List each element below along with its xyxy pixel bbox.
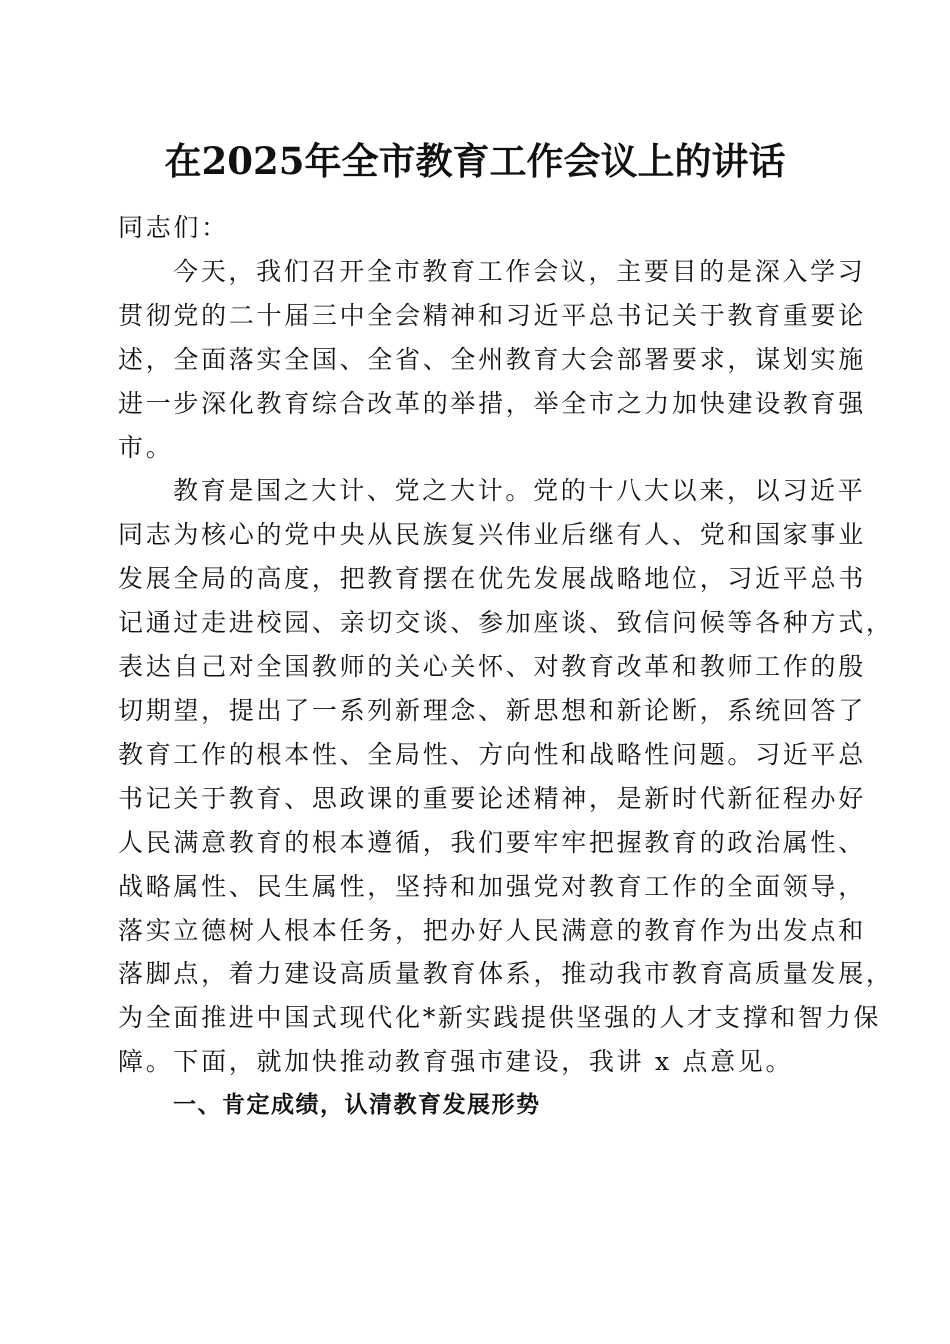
paragraph-line: 市。 <box>118 432 174 462</box>
paragraph-line: 发展全局的高度，把教育摆在优先发展战略地位，习近平总书 <box>118 564 866 594</box>
paragraph-line: 人民满意教育的根本遵循，我们要牢牢把握教育的政治属性、 <box>118 827 866 857</box>
document-title: 在2025年全市教育工作会议上的讲话 <box>164 139 786 183</box>
section-heading: 一、肯定成绩，认清教育发展形势 <box>173 1092 541 1119</box>
paragraph-line: 贯彻党的二十届三中全会精神和习近平总书记关于教育重要论 <box>118 300 866 330</box>
paragraph-line: 战略属性、民生属性，坚持和加强党对教育工作的全面领导， <box>118 871 866 901</box>
paragraph-line: 同志为核心的党中央从民族复兴伟业后继有人、党和国家事业 <box>118 520 866 550</box>
paragraph-2 <box>118 469 894 1084</box>
paragraph-line: 落实立德树人根本任务，把办好人民满意的教育作为出发点和 <box>118 915 866 945</box>
paragraph-line: 记通过走进校园、亲切交谈、参加座谈、致信问候等各种方式， <box>118 608 894 638</box>
paragraph-line: 障。下面，就加快推动教育强市建设，我讲 x 点意见。 <box>118 1047 794 1077</box>
paragraph-line: 落脚点，着力建设高质量教育体系，推动我市教育高质量发展， <box>118 959 894 989</box>
paragraph-line: 为全面推进中国式现代化*新实践提供坚强的人才支撑和智力保 <box>118 1003 882 1033</box>
paragraph-line: 切期望，提出了一系列新理念、新思想和新论断，系统回答了 <box>118 695 866 725</box>
salutation: 同志们： <box>118 213 229 242</box>
paragraph-line: 教育是国之大计、党之大计。党的十八大以来，以习近平 <box>173 476 866 506</box>
paragraph-line: 表达自己对全国教师的关心关怀、对教育改革和教师工作的殷 <box>118 652 866 682</box>
document-body <box>118 206 894 1128</box>
paragraph-line: 书记关于教育、思政课的重要论述精神，是新时代新征程办好 <box>118 783 866 813</box>
paragraph-line: 进一步深化教育综合改革的举措，举全市之力加快建设教育强 <box>118 388 866 418</box>
paragraph-1 <box>118 250 866 470</box>
paragraph-line: 述，全面落实全国、全省、全州教育大会部署要求，谋划实施 <box>118 344 866 374</box>
paragraph-line: 今天，我们召开全市教育工作会议，主要目的是深入学习 <box>173 256 866 286</box>
paragraph-line: 教育工作的根本性、全局性、方向性和战略性问题。习近平总 <box>118 739 866 769</box>
